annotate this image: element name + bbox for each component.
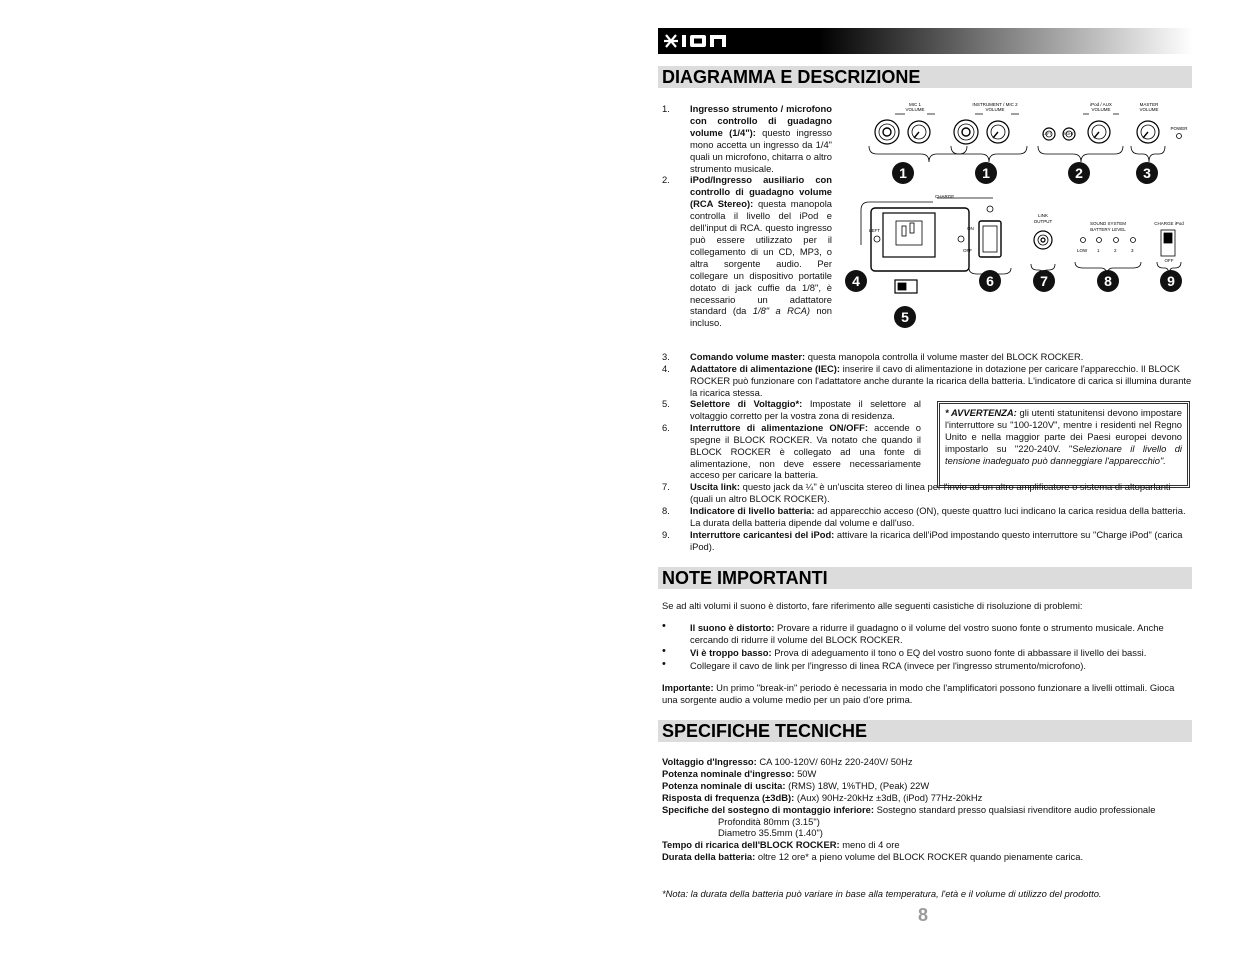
diagram-label-chargeipod: CHARGE iPod <box>1154 221 1184 226</box>
diagram-label-off2: OFF <box>1164 258 1174 263</box>
svg-text:BATTERY LEVEL: BATTERY LEVEL <box>1090 227 1126 232</box>
diagram-label-power: POWER <box>1170 126 1188 131</box>
description-list-wide <box>662 351 1192 399</box>
item-heading: Indicatore di livello batteria: <box>690 504 815 516</box>
control-panel-diagram <box>843 100 1193 335</box>
spec-value: (Aux) 90Hz-20kHz ±3dB, (iPod) 77Hz-20kHz <box>794 791 983 803</box>
svg-text:2: 2 <box>1114 248 1117 253</box>
item-number: 7. <box>662 481 670 492</box>
svg-text:3: 3 <box>1131 248 1134 253</box>
list-item <box>662 505 1192 529</box>
item-heading: Adattatore di alimentazione (IEC): <box>690 362 841 374</box>
item-text: inserire il cavo di alimentazione in dotazione per caricare l'apparecchio. Il BLOCK ROCKER può funzionare con l'adattatore anche durante la ricarica della batteria. L'indicatore di carica si illumina durante la ricarica stessa. <box>690 362 1192 398</box>
warning-text: gli utenti statunitensi devono impostare l'interruttore su "100-120V", mentre i residenti nel Regno Unito e nella maggior parte dei Paesi europei devono impostarlo su "220-240V. "S <box>945 407 1182 454</box>
svg-text:5: 5 <box>901 309 909 325</box>
spec-diameter: Diametro 35.5mm (1.40") <box>718 827 823 839</box>
section-title-text: NOTE IMPORTANTI <box>662 568 828 588</box>
spec-value: CA 100-120V/ 60Hz 220-240V/ 50Hz <box>756 756 913 767</box>
svg-text:2: 2 <box>1075 165 1083 181</box>
item-heading: Comando volume master: <box>690 351 806 362</box>
item-text: Impostate il selettore al voltaggio corretto per la vostra zona di residenza. <box>690 398 921 421</box>
spec-row <box>662 756 1192 768</box>
spec-label: Voltaggio d'Ingresso: <box>662 756 757 767</box>
svg-text:7: 7 <box>1040 273 1048 289</box>
item-text: questo ingresso mono accetta un ingresso da 1/4" quali un microfono, chitarra o altro strumento musicale. <box>690 126 832 174</box>
section-title-text: SPECIFICHE TECNICHE <box>662 721 868 741</box>
warning-heading: * AVVERTENZA: <box>945 407 1017 418</box>
svg-text:3: 3 <box>1143 165 1151 181</box>
specs-list <box>662 756 1192 863</box>
important-note <box>662 682 1192 706</box>
spec-label: Durata della batteria: <box>662 851 756 863</box>
ion-logo <box>662 31 734 51</box>
description-list-mid <box>662 398 921 481</box>
svg-text:8: 8 <box>1104 273 1112 289</box>
spec-value: (RMS) 18W, 1%THD, (Peak) 22W <box>785 779 930 791</box>
section-title-diagramma <box>658 66 1192 88</box>
svg-text:1: 1 <box>899 165 907 181</box>
item-heading: Interruttore caricantesi del iPod: <box>690 528 835 540</box>
item-text: ad apparecchio acceso (ON), queste quattro luci indicano la carica residua della batteria. La durata della batteria dipende dal volume e dall'uso. <box>690 504 1186 528</box>
item-heading: iPod/Ingresso ausiliario con controllo di guadagno volume (RCA Stereo): <box>690 174 832 210</box>
list-item <box>662 622 1192 646</box>
svg-text:OUTPUT: OUTPUT <box>1033 219 1053 224</box>
warning-italic: elezionare il livello di tensione inadeguato può danneggiare l'apparecchio". <box>945 442 1182 466</box>
spec-value: Sostegno standard presso qualsiasi rivenditore audio professionale <box>874 803 1156 815</box>
item-number: 6. <box>662 421 670 433</box>
bullet-text: Provare a ridurre il guadagno o il volume del vostro suono fonte o strumento musicale. Anche cercando di ridurre il volume del BLOCK ROCKER. <box>690 622 1164 645</box>
item-number: 9. <box>662 528 670 540</box>
svg-text:6: 6 <box>986 273 994 289</box>
svg-text:1: 1 <box>1097 248 1100 253</box>
item-heading: Selettore di Voltaggio*: <box>690 398 803 409</box>
section-title-note <box>658 567 1192 589</box>
spec-row <box>662 768 1192 780</box>
section-title-specifiche <box>658 720 1192 742</box>
spec-row <box>662 851 1192 863</box>
list-item <box>662 363 1192 399</box>
item-text-end: non incluso. <box>690 305 832 329</box>
item-number: 2. <box>662 174 670 186</box>
bullet-text: Prova di adeguamento il tono o EQ del vostro suono fonte di abbassare il livello dei bassi. <box>771 646 1147 658</box>
item-heading: Interruttore di alimentazione ON/OFF: <box>690 421 868 433</box>
description-list-bottom <box>662 481 1192 552</box>
item-number: 3. <box>662 351 670 362</box>
item-number: 4. <box>662 362 670 374</box>
page-number: 8 <box>918 905 929 925</box>
item-number: 1. <box>662 103 670 114</box>
spec-label: Potenza nominale di uscita: <box>662 779 786 791</box>
spec-label: Potenza nominale d'ingresso: <box>662 767 795 779</box>
warning-box <box>937 401 1190 488</box>
bullet-text: Collegare il cavo de link per l'ingresso di linea RCA (invece per l'ingresso strumento/microfono). <box>690 659 1086 671</box>
section-title-text: DIAGRAMMA E DESCRIZIONE <box>662 67 921 87</box>
diagram-label-master: MASTER <box>1139 102 1159 107</box>
spec-label: Risposta di frequenza (±3dB): <box>662 791 795 803</box>
spec-label: Tempo di ricarica dell'BLOCK ROCKER: <box>662 839 840 851</box>
description-list-narrow <box>662 103 832 329</box>
diagram-label-ipod: iPod / AUX <box>1090 102 1112 107</box>
list-item <box>662 529 1192 553</box>
bullet-heading: Vi è troppo basso: <box>690 646 772 658</box>
diagram-label-left: LEFT <box>869 228 881 233</box>
spec-value: meno di 4 ore <box>839 839 900 851</box>
svg-text:VOLUME: VOLUME <box>1091 107 1111 112</box>
list-item <box>662 422 921 482</box>
svg-text:4: 4 <box>852 273 860 289</box>
spec-value: 50W <box>794 767 817 779</box>
notes-bullet-list <box>662 622 1192 673</box>
spec-value: oltre 12 ore* a pieno volume del BLOCK ROCKER quando pienamente carica. <box>755 851 1084 863</box>
svg-text:LEFT: LEFT <box>1043 132 1052 136</box>
diagram-label-low: LOW <box>1077 248 1088 253</box>
item-number: 5. <box>662 398 670 409</box>
diagram-label-battery: SOUND SYSTEM <box>1089 221 1127 226</box>
item-text: attivare la ricarica dell'iPod impostando questo interruttore su "Charge iPod" (carica iPod). <box>690 528 1183 552</box>
diagram-label-link: LINK <box>1037 213 1049 218</box>
item-italic: 1/8" a RCA) <box>752 305 810 317</box>
spec-row <box>662 792 1192 804</box>
item-text: questo jack da ¼" è un'uscita stereo di linea per l'invio ad un altro amplificatore o sistema di altoparlanti (quali un altro BLOCK ROCKER). <box>690 481 1171 504</box>
bullet-heading: Il suono è distorto: <box>690 622 775 633</box>
svg-text:VOLUME: VOLUME <box>1139 107 1159 112</box>
item-number: 8. <box>662 504 670 516</box>
important-text: Un primo "break-in" periodo è necessaria in modo che l'amplificatori possono funzionare a livelli ottimali. Gioca una sorgente audio a volume medio per un paio d'ore prima. <box>662 682 1175 705</box>
list-item <box>662 351 1192 363</box>
item-heading: Ingresso strumento / microfono con controllo di guadagno volume (1/4"): <box>690 103 832 138</box>
list-item <box>662 103 832 174</box>
svg-text:RIGHT: RIGHT <box>1063 132 1074 136</box>
notes-intro: Se ad alti volumi il suono è distorto, fare riferimento alle seguenti casistiche di risoluzione di problemi: <box>662 600 1083 611</box>
spec-label: Specifiche del sostegno di montaggio inferiore: <box>662 803 875 815</box>
svg-text:VOLUME: VOLUME <box>985 107 1005 112</box>
svg-text:VOLUME: VOLUME <box>905 107 925 112</box>
bullet-icon: • <box>662 644 666 657</box>
bullet-icon: • <box>662 657 666 670</box>
item-text: questa manopola controlla il livello del iPod e dell'input di RCA. questo ingresso può essere utilizzato per il collegamento di un CD, MP3, o altra sorgente audio. Per collegare un dispositivo portatile dotato di jack cuffie da 1/8", è necessario un adattatore standard (da <box>690 198 832 317</box>
list-item <box>662 644 1192 659</box>
diagram-label-off: OFF <box>963 248 972 253</box>
diagram-callouts <box>845 162 1182 328</box>
spec-row <box>662 780 1192 792</box>
diagram-label-mic1: MIC 1 <box>908 102 922 107</box>
diagram-label-on: ON <box>967 226 974 231</box>
diagram-label-charge: CHARGE <box>935 194 955 199</box>
battery-note: *Nota: la durata della batteria può variare in base alla temperatura, l'età e il volume di utilizzo del prodotto. <box>662 888 1102 899</box>
important-heading: Importante: <box>662 682 714 693</box>
item-text: questa manopola controlla il volume master del BLOCK ROCKER. <box>805 351 1084 362</box>
item-heading: Uscita link: <box>690 481 741 492</box>
list-item <box>662 481 1192 505</box>
svg-text:1: 1 <box>982 165 990 181</box>
svg-text:9: 9 <box>1167 273 1175 289</box>
list-item <box>662 657 1192 672</box>
spec-row <box>662 839 1192 851</box>
ion-logo-mark <box>662 31 734 51</box>
spec-row <box>662 804 1192 816</box>
diagram-label-inst: INSTRUMENT / MIC 2 <box>972 102 1018 107</box>
list-item <box>662 174 832 329</box>
list-item <box>662 398 921 422</box>
bullet-icon: • <box>662 620 666 632</box>
spec-depth: Profondità 80mm (3.15") <box>718 815 820 827</box>
item-text: accende o spegne il BLOCK ROCKER. Va notato che quando il BLOCK ROCKER è collegato ad una fonte di alimentazione, non deve essere necessariamente acceso per caricare la batteria. <box>690 421 921 481</box>
header-bar <box>658 28 1193 54</box>
